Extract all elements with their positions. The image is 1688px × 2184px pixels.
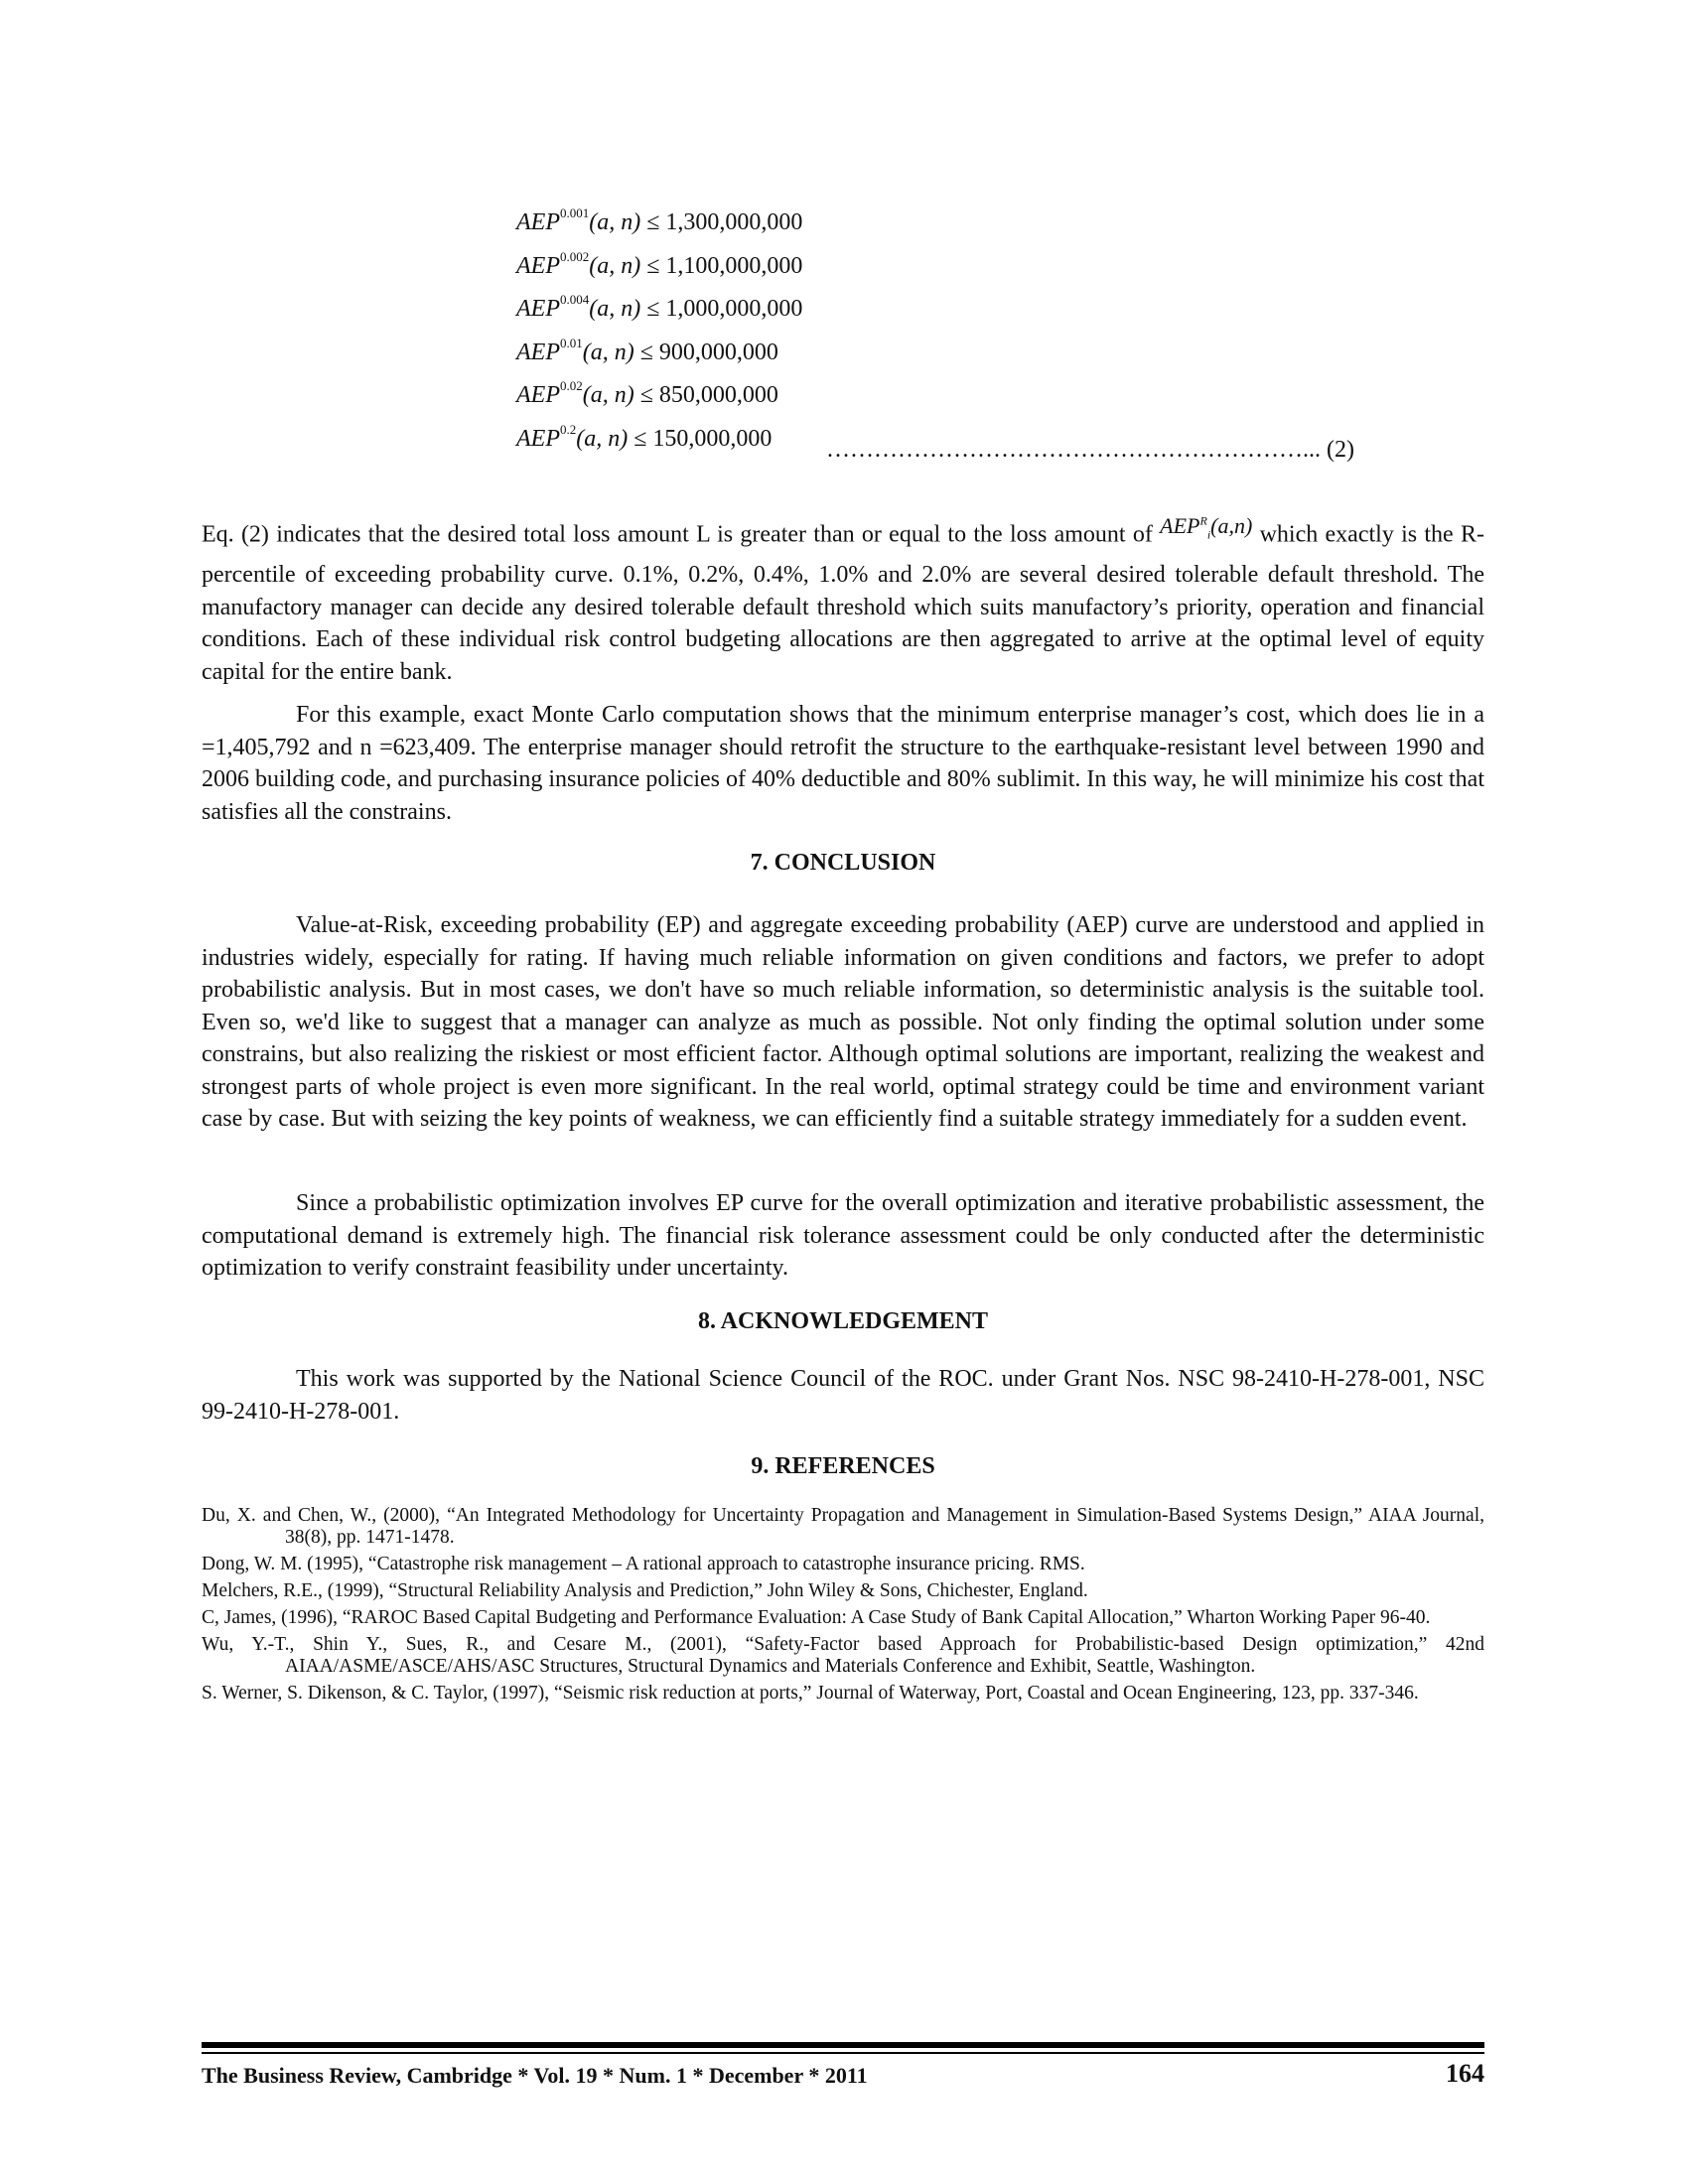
footer-rule bbox=[202, 2042, 1484, 2048]
reference-item: Du, X. and Chen, W., (2000), “An Integrated Methodology for Uncertainty Propagation and Management in Simulation-Based Systems Design,” AIAA Journal, 38(8), pp. 1471-1478. bbox=[202, 1505, 1484, 1548]
paragraph: Value-at-Risk, exceeding probability (EP) and aggregate exceeding probability (AEP) curve are understood and applied in industries widely, especially for rating. If having much reliable information on given conditions and factors, we prefer to adopt probabilistic analysis. But in most cases, we don't have so much reliable information, so deterministic analysis is the suitable tool. Even so, we'd like to suggest that a manager can analyze as much as possible. Not only finding the optimal solution under some constrains, but also realizing the riskiest or most efficient factor. Although optimal solutions are important, realizing the weakest and strongest parts of whole project is even more significant. In the real world, optimal strategy could be time and environment variant case by case. But with seizing the key points of weakness, we can efficiently find a suitable strategy immediately for a sudden event. bbox=[202, 912, 1484, 1132]
reference-item: C, James, (1996), “RAROC Based Capital Budgeting and Performance Evaluation: A Case Study of Bank Capital Allocation,” Wharton Working Paper 96-40. bbox=[202, 1607, 1431, 1628]
paragraph: Since a probabilistic optimization involves EP curve for the overall optimization and iterative probabilistic assessment, the computational demand is extremely high. The financial risk tolerance assessment could be only conducted after the deterministic optimization to verify constraint feasibility under uncertainty. bbox=[202, 1190, 1484, 1281]
reference-item: Wu, Y.-T., Shin Y., Sues, R., and Cesare M., (2001), “Safety-Factor based Approach for Probabilistic-based Design optimization,” 42nd AIAA/ASME/ASCE/AHS/ASC Structures, Structural Dynamics and Materials Conference and Exhibit, Seattle, Washington. bbox=[202, 1634, 1484, 1677]
equation-line: $AEP^{0.001}(a$, n) ≤ 1,300,000,000 bbox=[516, 205, 803, 235]
paragraph: For this example, exact Monte Carlo computation shows that the minimum enterprise manager’s cost, which does lie in a =1,405,792 and n =623,409. The enterprise manager should retrofit the structure to the earthquake-resistant level between 1990 and 2006 building code, and purchasing insurance policies of 40% deductible and 80% sublimit. In this way, he will minimize his cost that satisfies all the constrains. bbox=[202, 702, 1484, 825]
equation-line: $AEP^{0.01}(a$, n) ≤ 900,000,000 bbox=[516, 335, 778, 365]
equation-line: $AEP^{0.2}(a$, n) ≤ 150,000,000 bbox=[516, 421, 773, 452]
reference-item: Melchers, R.E., (1999), “Structural Reliability Analysis and Prediction,” John Wiley & Sons, Chichester, England. bbox=[202, 1580, 1088, 1601]
page-number: 164 bbox=[1446, 2059, 1484, 2088]
paragraph: This work was supported by the National Science Council of the ROC. under Grant Nos. NSC 98-2410-H-278-001, NSC 99-2410-H-278-001. bbox=[202, 1366, 1484, 1425]
paragraph: Eq. (2) indicates that the desired total loss amount L is greater than or equal to the loss amount of $AEP^R_i(a,n)$ which exactly is the R-percentile of exceeding probability curve. 0.1%, 0.2%, 0.4%, 1.0% and 2.0% are several desired tolerable default threshold. The manufactory manager can decide any desired tolerable default threshold which suits manufactory’s priority, operation and financial conditions. Each of these individual risk control budgeting allocations are then aggregated to arrive at the optimal level of equity capital for the entire bank. bbox=[202, 513, 1484, 685]
inline-formula: $AEP^R_i(a,n)$ bbox=[1160, 513, 1253, 542]
section-heading: 9. REFERENCES bbox=[751, 1453, 935, 1479]
footer-rule bbox=[202, 2052, 1484, 2054]
equation-number: ……………………………………………………... (2) bbox=[826, 437, 1354, 463]
equation-line: $AEP^{0.004}(a$, n) ≤ 1,000,000,000 bbox=[516, 292, 803, 322]
section-heading: 8. ACKNOWLEDGEMENT bbox=[697, 1308, 989, 1334]
reference-item: S. Werner, S. Dikenson, & C. Taylor, (1997), “Seismic risk reduction at ports,” Journal of Waterway, Port, Coastal and Ocean Engineering, 123, pp. 337-346. bbox=[202, 1683, 1419, 1704]
equation-block bbox=[516, 199, 1410, 458]
reference-list bbox=[202, 1505, 1484, 1709]
journal-footer: The Business Review, Cambridge * Vol. 19 * Num. 1 * December * 2011 bbox=[202, 2063, 868, 2088]
equation-line: $AEP^{0.002}(a$, n) ≤ 1,100,000,000 bbox=[516, 248, 803, 279]
section-heading: 7. CONCLUSION bbox=[750, 850, 936, 876]
reference-item: Dong, W. M. (1995), “Catastrophe risk management – A rational approach to catastrophe insurance pricing. RMS. bbox=[202, 1554, 1085, 1574]
equation-line: $AEP^{0.02}(a$, n) ≤ 850,000,000 bbox=[516, 378, 778, 408]
